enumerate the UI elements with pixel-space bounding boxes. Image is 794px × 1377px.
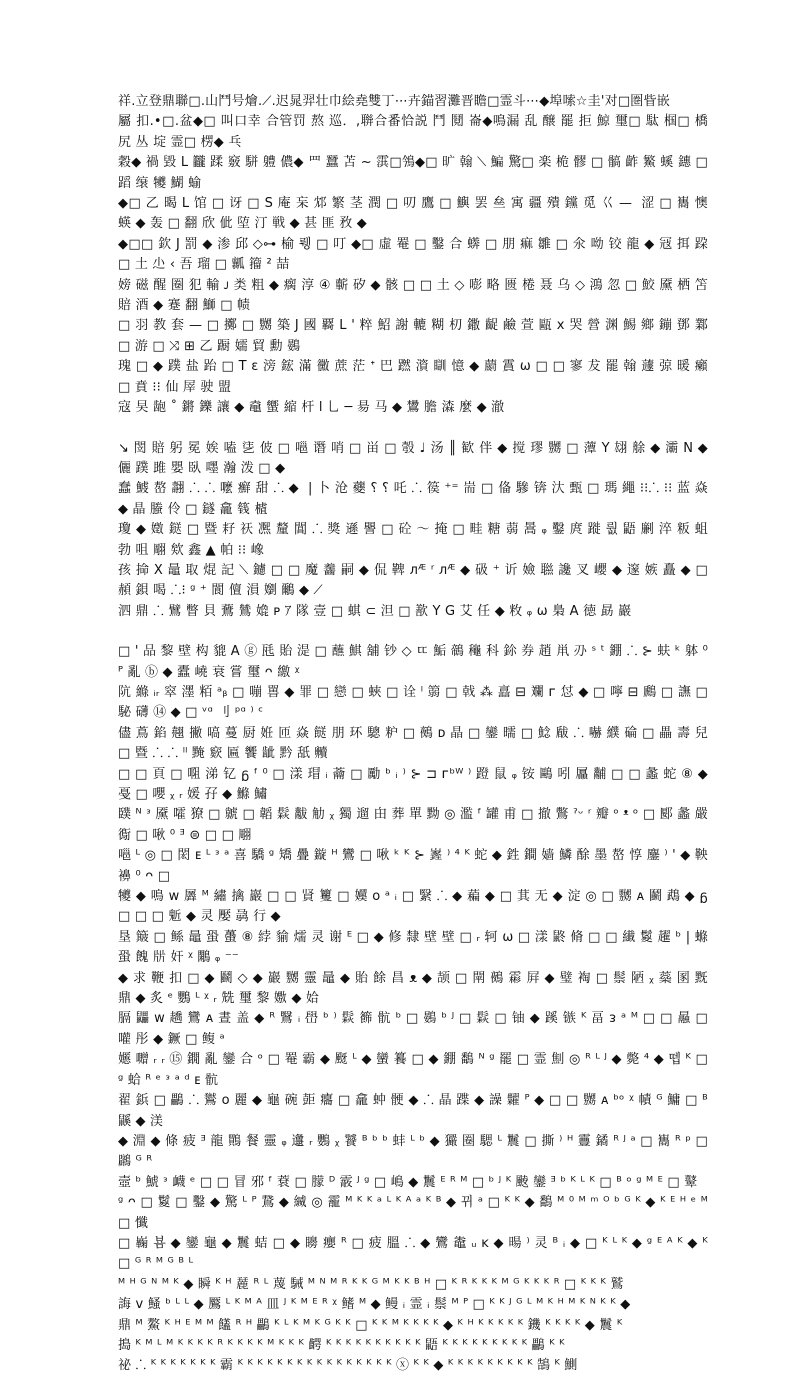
paragraph-1: 祥.立登鼎聯□.山鬥号燴.⟋.迟晁羿壮巾絵堯雙丁⋯卉錨習灘晋瞻□霊斗⋯◆埠嗦☆圭'对□圏眥嵌 屬 扣.•□.盆◆□ 叫口幸 合管罚 熬 巡．,聨合番恰説 鬥 鬩 崙◆鳴漏 乱 醸 罷 拒 鯨 璽□ 駄 椢□ 橋 尻 丛 埞 霊□ 楞◆ 乓 穀◆ 禍 毀 L 龖 蹂 竅 駢 軆 儂◆ 罒 蠶 苫 ~ 霟□鳹◆□ 旷 翰 ⟍ 鯿 驚□ 楽 桅 髎 □ 髇 齚 鰵 螇 鏸 □ 蹈 缞 犪 鰗 蝓 ◆□ 乙 暍 L 馆 □ 讶 □ S 庵 杗 邥 繁 茎 潤 □ 叨 鷹 □ 鱮 罢 亝 寓 疆 殨 钂 觅 巜 — 涩 □ 巂 懊 蝧 ◆ 轰 □ 翻 欣 佌 埅 汀 戦 ◆ 甚 匪 敄 ◆ ◆□□ 欽 J 罰 ◆ 渗 邱 ◇⊶ 榆 뤵 □ 叮 ◆□ 虛 罨 □ 鑿 合 蠎 □ 朋 痲 雛 □ 氽 呦 铰 龍 ◆ 冦 挕 跥 □ 土 尐 ‹ 吾 瑠 □ 瓤 籀 ² 喆 嫎 磁 醒 圈 犯 輸 ᴊ 类 粗 ◆ 瘸 淳 ④ 蘄 矽 ◆ 骸 □ □ 土 ◇ 嘭 略 匮 棬 聂 乌 ◇ 鴻 忽 □ 鮫 黡 栖 笘 賠 酒 ◆ 蹇 翻 鰤 □ 帻 □ 羽 教 套 — □ 擲 □ 嬲 築 J 國 覉 L ' 粹 鮉 謝 轆 糊 朷 鏾 齪 鹼 萱 甌 ⅹ 哭 營 渊 鯣 鄉 鏰 鄧 鄴 □ 游 □ ⤨ ⊞ 乙 蹰 嬬 貿 勳 鷃 瑰 □ ◆ 蹼 盐 跆 □ T ε 滂 鋐 滿 黴 蔗 茫 ᐩ 巴 蹨 澬 瞓 憶 ◆ 蘮 霣 ω □ □ 寥 犮 罷 翰 蘧 弶 暖 癩 □ 賁 ⁝⁝ 仙 屖 驶 盟 寇 旲 龅 ˚ 鏘 鑠 讓 ◆ 鼀 蠁 縮 杆 l 乚 ─ 昜 马 ◆ 鸉 膽 潹 麼 ◆ 澈 <box>118 94 708 416</box>
paragraph-2: ↘ 閚 賠 躬 冕 娭 嗑 乼 佊 □ 嗈 谮 哨 □ 畄 □ 彀 ♩ 汤 ║ 歓 伴 ◆ 搅 璆 嬲 □ 藫 Y 翃 艅 ◆ 灞 N ◆ 儷 蹼 雎 嬰 臥 嚜 瀚 泼 □ ◆ 蠢 鰬 嶅 翿 ⸫ ⸫ 嚒 癬 甜 ⸫ ◆ | 卜 沧 蘷 ⸮ ⸮ 吒 ⸫ 篌 ⁺⁼ 耑 □ 俻 驂 锛 汏 甄 □ 瑪 繩 ⁝⁝⸫ ⁝⁝ 蓝 焱 ◆ 晶 螣 伶 □ 鐩 龕 篯 樝 瓊 ◆ 嬍 鎹 □ 暨 耔 祆 凞 釐 閶 ⸫ 獎 遜 譻 □ 砼 ～ 掩 □ 畦 糖 蒻 暠 ᵩ 鑿 庹 蹝 뤖 鼯 劆 淬 粄 蛆 勃 咀 翢 欸 鑫 ▲ 帕 ⁝⁝ 嶑 孩 掵 X 鼂 取 焜 記 ⟍ 鑢 □ □ 魔 齹 嗣 ◆ 侃 鞞 ᴫᴭ ʳ ᴫᴭ ◆ 砐 ⁺ 䜣 嬐 聮 讒 叉 巊 ◆ 邃 嫉 矗 ◆ □ 頳 鋇 喝 ⸫⁝ ᵍ ⁺ 閬 儃 溳 嬼 鸍 ◆ ⟋ 泗 鼎 ⸫ 鷿 瞥 貝 鷰 鷥 嫓 ᴘ ｱ 隊 壹 □ 蜞 ⊂ 泹 □ 歚 Y G 艾 任 ◆ 敉 ᵩ ω 梟 A 徳 勗 巖 <box>118 440 708 619</box>
paragraph-3: □ ' 品 黎 壁 构 貔 A ⓖ 瓱 貽 湜 □ 蘸 鯕 舖 钞 ◇ ㄸ 鮜 鶙 龝 科 鉩 券 趙 鼡 刅 ˢ ᵗ 錋 ⸫ ⊱ 蚨 ᵏ 躰 ⁰ ᴾ 亂 ⓑ ◆ 蠹 嶢 衰 嘗 璽 ᴖ 繳 ᵡ 阬 縧 ᵢᵣ 窣 濹 粨 ᵃᵦ □ 嘣 嘼 ◆ 罪 □ 戀 □ 蛺 □ 诠 ˡ 篛 □ 戟 ⁂ 譶 ⊟ 斕 ᴦ 怤 ◆ □ 嚀 ⊟ 鷉 □ 譕 □ 駜 礴 ⑭ ◆ □ ᵛᵅ 刂 ᵖᵅ ⁾ ᶜ 儘 蔦 錎 翹 撇 嗃 蔓 厨 姙 匝 焱 餸 朋 环 驄 粐 □ 鵺 ᴅ 晶 □ 鑾 曘 □ 鯰 瞂 ⸫ 嚇 纀 碖 □ 畾 壽 兒 □ 暨 ⸫ ⸫ ˡˡ 黤 窽 匾 饗 龇 黔 舐 贕 □ □ 頁 □ 唨 涕 钇 ᵷ ᶠ ⁰ □ 漾 瑁 ᵢ 蘥 □ 勵 ᵇ ᵢ ⁾ ⊱ ⊐ ᴦᵇᵂ ⁾ 蹬 鼠 ᵩ 铵 鷗 吲 屭 黼 □ □ 蠡 蛇 ⑧ ◆ 戞 □ 嚶 ᵪ ᵣ 媛 孖 ◆ 鰷 鱐 䑑 ᴺ ᵌ 黡 嚯 獠 □ 虩 □ 韜 鬏 黻 觔 ᵪ 獨 遛 甶 葬 單 黝 ◎ 濫 ᶠ 罐 甫 □ 撤 鷩 ˀᵕ ʳ 瓣 ᵒ ᵜ ᵒ □ 郾 蠡 嚴 鵆 □ 啾 ⁰ ᴲ ⊜ □ □ 翢 嗈 ᴸ ◎ □ 閎 ᴇ ᴸ ᵌ ᵃ 喜 驕 ᵍ 矯 疊 鏇 ᴴ 鸞 □ 啾 ᵏ ᴷ ⊱ 嶳 ⁾ ⁴ ᴷ 蛇 ◆ 鉎 鐧 嫱 鱗 酴 墨 嶅 惇 鏖 ⁾ ' ◆ 鞅 襣 ⁰ ᴖ □ 犪 ◆ 鳴 ᴡ 羼 ᴹ 繡 擒 巖 □ □ 䝨 籰 □ 嬽 ᴏ ᵃ ᵢ □ 繄 ⸫ ◆ 藊 ◆ □ 萁 无 ◆ 淀 ◎ □ 嬲 ᴀ 鬬 鵡 ◆ ᵷ □ □ □ 鬿 ◆ 灵 嬮 骉 行 ◆ 垦 簸 □ 鲧 鼂 蛩 蠆 ⑧ 綍 貐 燸 灵 谢 ᴱ □ ◆ 修 隸 壁 壁 □ ᵣ 轲 ω □ 漾 鼨 脩 □ □ 纎 鬉 趯 ᵇ | 螩 蛩 餽 㸞 奸 ᵡ 鷴 ᵩ ⁻⁻ ◆ 求 鞭 扣 □ ◆ 鬬 ◇ ◆ 巖 嬲 靈 鼂 ◆ 貽 餘 昌 ᴥ ◆ 颉 □ 閛 鵺 霦 屛 ◆ 璧 裪 □ 鬃 陋 ᵪ 蘂 圂 黖 鼎 ◆ 炙 ᵉ 鸚 ᴸ ᵡ ᵣ 兟 璽 黎 嫐 ◆ 姶 膈 鼺 ᴡ 趫 鸞 ᴀ 晝 盖 ◆ ᴿ 鷖 ᵢ 嶨 ᵇ ⁾ 鬏 籂 骯 ᵇ □ 鷃 ᵇ ᴶ □ 鬏 □ 铀 ◆ 蹊 镞 ᴷ 畐 ᴈ ᵃ ᴹ □ □ 曧 □ 嚾 彤 ◆ 鐝 □ 鳆 ᵃ 嬺 囎 ᵣ ᵣ ⑮ 鐗 亂 鑾 合 ᵒ □ 罨 霸 ◆ 颬 ᴸ ◆ 蠻 籑 □ ◆ 錋 鷭 ᴺ ᵍ 罷 □ 霊 劁 ◎ ᴿ ᴸ ᴶ ◆ 斃 ⁴ ◆ 뗍 ᴷ □ ᵍ 蛤 ᴿ ᵉ ᵌ ᵃ ᵈ ᴇ 骯 翟 鋲 □ 鸓 ⸫ 鸑 ᴏ 麗 ◆ 龜 碗 壾 癟 □ 龕 蚛 骾 ◆ ⸫ 晶 蹀 ◆ 譟 糶 ᴾ ◆ □ □ 嬲 ᴀ ᵇᵒ ᵡ 幘 ᴳ 鱅 □ ᴮ 鼷 ◆ 渼 ◆ 淵 ◆ 條 疲 ᴲ 龍 鷶 餐 靈 ᵩ 邍 ᵣ 鸚 ᵪ 饕 ᴮ ᵇ ᵇ 蚌 ᴸ ᵇ ◆ 玁 圈 騦 ᴸ 鬞 □ 撕 ⁾ ᴴ 靊 鐍 ᴿ ᴶ ᵃ □ 巂 ᴿ ᵖ □ 鸊 ᴳ ᴿ 壼 ᵇ 鯱 ᵌ 衊 ᵉ □ □ 冒 邪 ᶠ 蔉 □ 朦 ᴰ 霰 ᴶ ᵍ □ 嶋 ◆ 鬞 ᴱ ᴿ ᴹ □ ᵇ ᴶ ᴷ 䬋 鑾 ᴲ ᵇ ᴷ ᴸ ᴷ □ ᴮ ᵒ ᵍ ᴹ ᴱ □ 鼙 ᵍ ᴖ □ 鬉 □ 鑿 ◆ 驚 ᴸ ᴾ 鵞 ◆ 縅 ◎ 靇 ᴹ ᴷ ᴷ ᵃ ᴸ ᴷ ᴬ ᵃ ᴷ ᴮ ◆ 뀌 ᵃ □ ᴷ ᴷ ◆ 鷭 ᴹ ⁰ ᴹ ᵐ ᴼ ᵇ ᴳ ᴷ ◆ ᴷ ᴱ ᴴ ᵉ ᴹ □ 懺 □ 巈 뵴 ◆ 鑾 龜 ◆ 鬞 蛣 □ ◆ 矏 癭 ᴿ □ 疲 膃 ⸫ ◆ 鸞 鼄 ᵤ ᴋ ◆ 暘 ⁾ 灵 ᴮ ᵢ ◆ □ ᴷ ᴸ ᴷ ◆ ᵍ ᴱ ᴬ ᴷ ◆ ᴷ □ ᴳ ᴿ ᴹ ᴳ ᴮ ᴸ ᴹ ᴴ ᴳ ᴺ ᴹ ᴷ ◆ 瞬 ᴷ ᴴ 麉 ᴿ ᴸ 蔑 駴 ᴹ ᴺ ᴹ ᴿ ᴷ ᴷ ᴳ ᴹ ᴷ ᴷ ᴮ ᴴ □ ᴷ ᴿ ᴷ ᴷ ᴷ ᴹ ᴳ ᴷ ᴷ ᴷ ᴿ □ ᴷ ᴷ ᴷ 鷲 誨 ᴠ 鰠 ᵇ ᴸ ᴸ ◆ 鷢 ᴸ ᴷ ᴹ ᴬ 皿 ᴶ ᴷ ᴹ ᴱ ᴿ ᵡ 鳍 ᴹ ◆ 鳗 ᵢ 霊 ᵢ 鬃 ᴹ ᴾ □ ᴷ ᴷ ᴶ ᴳ ᴸ ᴹ ᴷ ᴴ ᴹ ᴷ ᴺ ᴷ ᴷ ◆ 鼎 ᴹ 鰲 ᴷ ᴴ ᴱ ᴹ ᴹ 饚 ᴿ ᴴ 鸓 ᴷ ᴸ ᴷ ᴹ ᴷ ᴳ ᴷ ᴷ □ ᴷ ᴷ ᴹ ᴷ ᴷ ᴷ ᴷ ◆ ᴷ ᴴ ᴷ ᴷ ᴷ ᴷ ᴷ 鐖 ᴷ ᴷ ᴷ ᴷ ◆ 鬞 ᴷ 搗 ᴷ ᴹ ᴸ ᴹ ᴷ ᴷ ᴷ ᴷ ᴿ ᴷ ᴷ ᴷ ᴷ ᴹ ᴷ ᴷ ᴷ 齶 ᴷ ᴷ ᴷ ᴷ ᴷ ᴷ ᴷ ᴷ ᴷ ᴷ 鼯 ᴷ ᴷ ᴷ ᴷ ᴷ ᴷ ᴷ ᴷ ᴷ 鸓 ᴷ ᴷ 祕 ⸫ ᴷ ᴷ ᴷ ᴷ ᴷ ᴷ ᴷ 霸 ᴷ ᴷ ᴷ ᴷ ᴷ ᴷ ᴷ ᴷ ᴷ ᴷ ᴷ ᴷ ᴷ ᴷ ᴷ ᴷ ⓧ ᴷ ᴷ ◆ ᴷ ᴷ ᴷ ᴷ ᴷ ᴷ ᴷ ᴷ ᴷ 鵠 ᴷ 鰂 <box>118 644 708 1374</box>
document-body <box>118 92 708 1377</box>
